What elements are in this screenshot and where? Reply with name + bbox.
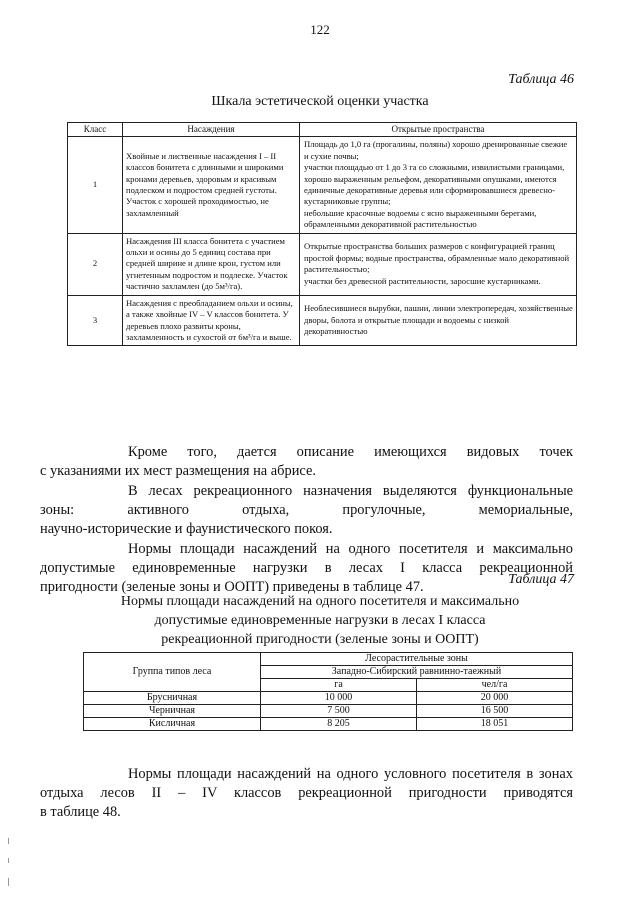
open-line: Необлесившиеся вырубки, пашни, линии электропередач, хозяйственные дворы, болота и открытые площади и водоемы с низкой декоративностью [304,303,573,337]
paragraph-2 [40,482,573,539]
page-number: 122 [310,22,330,37]
paragraph-3 [40,540,573,597]
open-line: небольшие красочные водоемы с ясно выраженными берегами, обрамленными декоративной растительностью [304,207,537,230]
table47-title-line: допустимые единовременные нагрузки в лесах I класса [154,613,486,628]
table-header-row [68,123,577,137]
cell-forest-type: Кисличная [84,718,261,731]
cell-open [300,137,577,233]
cell-class: 3 [68,295,123,346]
table-row [68,233,577,295]
text-line: отдыха лесов II – IV классов рекреационной пригодности приводятся [40,785,573,801]
cell-class: 2 [68,233,123,295]
table-row [84,692,573,705]
open-line: Площадь до 1,0 га (прогалины, поляны) хорошо дренированные свежие и сухие почвы; [304,139,568,161]
margin-mark [8,858,9,863]
cell-class: 1 [68,137,123,233]
header-forest-group: Группа типов леса [84,653,261,692]
text-line: с указаниями их мест размещения на абрисе. [40,463,316,479]
cell-per-ha: 18 051 [417,718,573,731]
table47-title-line: рекреационной пригодности (зеленые зоны и ООПТ) [161,632,479,647]
margin-mark [8,838,9,844]
cell-ha: 7 500 [261,705,417,718]
cell-stands: Насаждения с преобладанием ольхи и осины, а также хвойные IV – V классов бонитета. У деревьев плохо развиты кроны, захламленность и сухостой от 6м³/га и выше. [123,295,300,346]
margin-mark [8,878,9,886]
table46-title: Шкала эстетической оценки участка [211,94,429,109]
cell-stands: Хвойные и лиственные насаждения I – II классов бонитета с длинными и широкими кронами деревьев, здоровым и красивым подлеском и подростом средней густоты. Участок с хорошей проходимостью, не захламленный [123,137,300,233]
table47-caption: Таблица 47 [508,572,574,587]
text-line: В лесах рекреационного назначения выделяются функциональные [128,483,573,499]
text-line: Нормы площади насаждений на одного условного посетителя в зонах [128,766,573,782]
cell-stands: Насаждения III класса бонитета с участием ольхи и осины до 5 единиц состава при средней ширине и длине крон, густом или угнетенным подростом и подлеске. Участок частично захламлен (до 5м³/га). [123,233,300,295]
aesthetic-scale-table [67,122,577,346]
header-class: Класс [68,123,123,137]
text-line: допустимые единовременные нагрузки в лесах I класса рекреационной [40,560,573,576]
text-line: Кроме того, дается описание имеющихся видовых точек [128,444,573,460]
header-stands: Насаждения [123,123,300,137]
text-line: в таблице 48. [40,804,121,820]
header-zone-name: Западно-Сибирский равнинно-таежный [261,666,573,679]
table-header-row [84,653,573,666]
paragraph-1 [40,443,573,481]
cell-ha: 8 205 [261,718,417,731]
text-line: зоны: активного отдыха, прогулочные, мемориальные, [40,502,573,518]
cell-forest-type: Брусничная [84,692,261,705]
header-open: Открытые пространства [300,123,577,137]
cell-open [300,233,577,295]
table-row [68,137,577,233]
paragraph-4 [40,765,573,822]
header-unit-per-ha: чел/га [417,679,573,692]
header-unit-ha: га [261,679,417,692]
text-line: Нормы площади насаждений на одного посетителя и максимально [128,541,573,557]
cell-open [300,295,577,346]
cell-per-ha: 16 500 [417,705,573,718]
header-zones: Лесорастительные зоны [261,653,573,666]
cell-forest-type: Черничная [84,705,261,718]
table46-caption: Таблица 46 [508,72,574,87]
table-row [68,295,577,346]
open-line: участки без древесной растительности, заросшие кустарниками. [304,275,541,286]
cell-per-ha: 20 000 [417,692,573,705]
table-row [84,718,573,731]
table47-title-line: Нормы площади насаждений на одного посетителя и максимально [120,594,520,609]
open-line: Открытые пространства больших размеров с конфигурацией границ простой формы; водные пространства, обрамленные мало декоративной растительностью; [304,241,570,275]
visitor-norms-table [83,652,573,731]
cell-ha: 10 000 [261,692,417,705]
table-row [84,705,573,718]
text-line: пригодности (зеленые зоны и ООПТ) приведены в таблице 47. [40,579,424,595]
open-line: участки площадью от 1 до 3 га со сложными, извилистыми границами, хорошо выраженным рельефом, декоративными опушками, имеются единичные декоративные деревья или сформировавшиеся древесно-кустарниковые группы; [304,162,565,207]
text-line: научно-исторические и фаунистического покоя. [40,521,333,537]
